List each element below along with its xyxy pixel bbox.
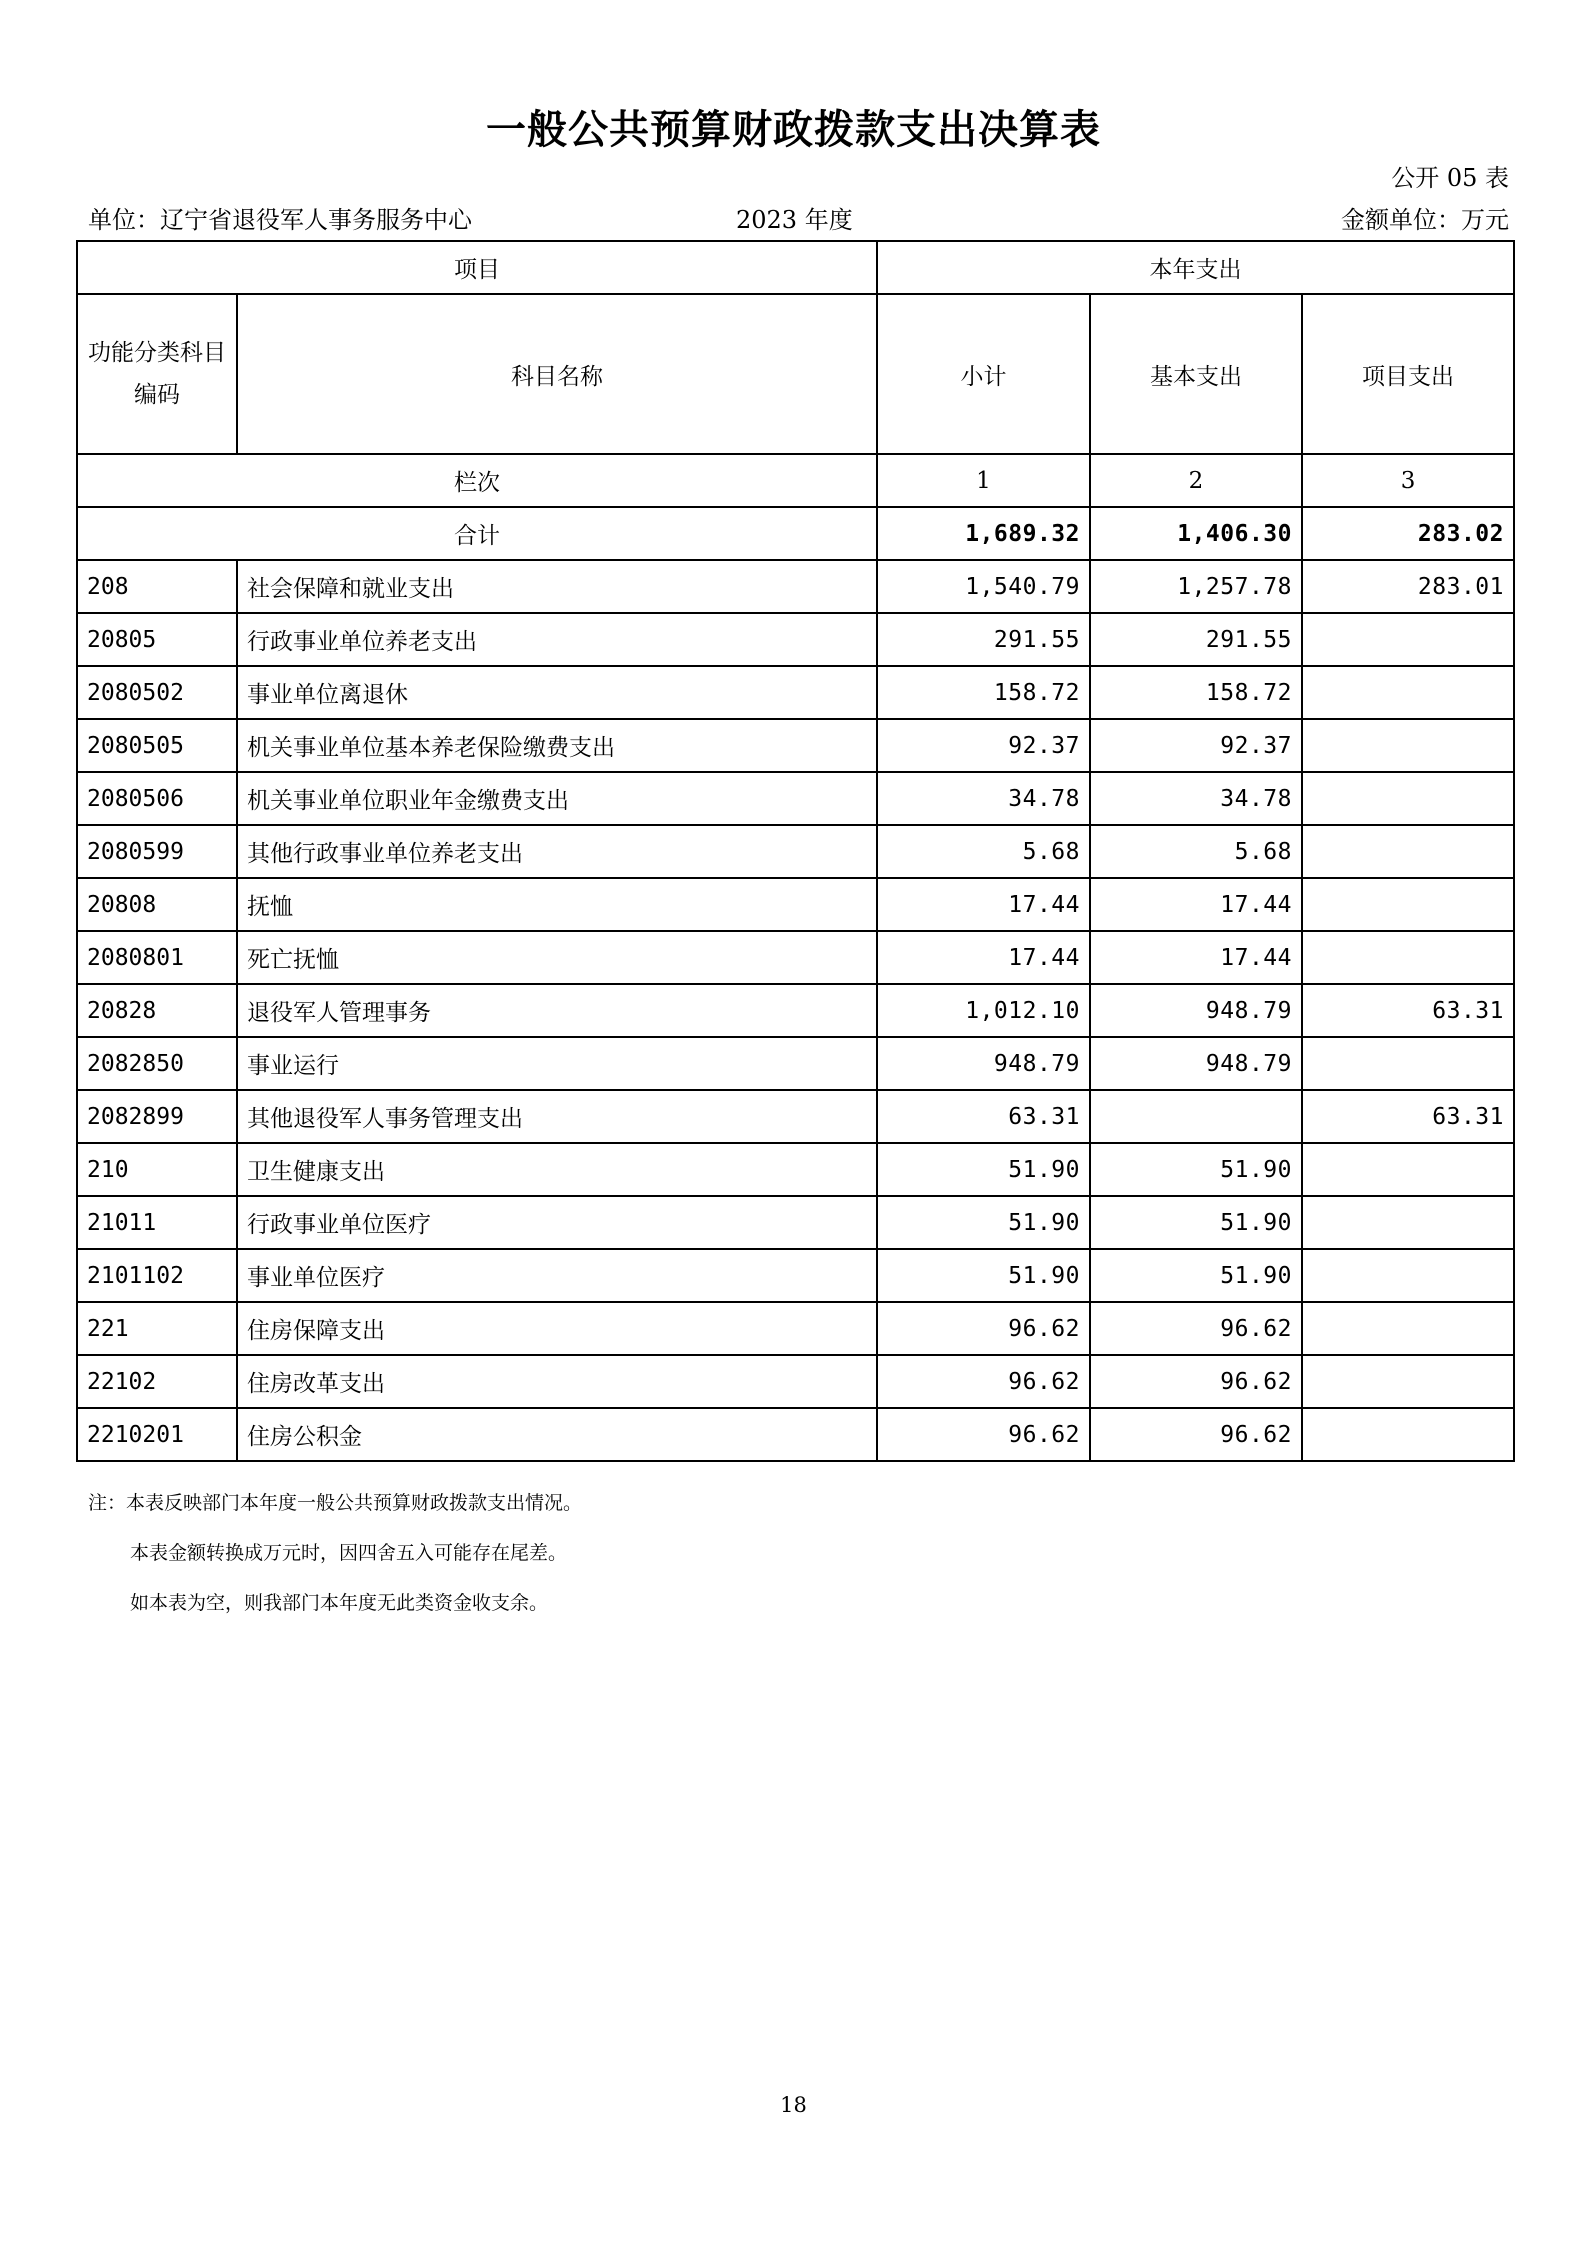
row-code: 221 [77,1302,237,1355]
index-1: 1 [877,454,1090,507]
table-row [77,772,1514,825]
row-basic: 92.37 [1090,719,1302,772]
row-project [1302,1249,1514,1302]
row-code: 20805 [77,613,237,666]
row-basic: 158.72 [1090,666,1302,719]
total-subtotal: 1,689.32 [877,507,1090,560]
total-label: 合计 [77,507,877,560]
row-basic: 96.62 [1090,1355,1302,1408]
row-subtotal: 291.55 [877,613,1090,666]
row-name: 事业单位离退休 [237,666,877,719]
row-project [1302,878,1514,931]
row-name: 机关事业单位基本养老保险缴费支出 [237,719,877,772]
index-row [77,454,1514,507]
index-2: 2 [1090,454,1302,507]
row-code: 208 [77,560,237,613]
row-subtotal: 158.72 [877,666,1090,719]
form-number: 公开 05 表 [1391,164,1509,192]
row-project [1302,1302,1514,1355]
table-row [77,1143,1514,1196]
row-name: 社会保障和就业支出 [237,560,877,613]
row-subtotal: 17.44 [877,931,1090,984]
row-name: 其他行政事业单位养老支出 [237,825,877,878]
row-subtotal: 51.90 [877,1196,1090,1249]
row-basic: 51.90 [1090,1249,1302,1302]
index-3: 3 [1302,454,1514,507]
row-project [1302,613,1514,666]
fiscal-year: 2023 年度 [736,206,853,234]
row-basic: 51.90 [1090,1143,1302,1196]
table-row [77,666,1514,719]
row-subtotal: 92.37 [877,719,1090,772]
table-row [77,984,1514,1037]
header-row-columns [77,294,1514,454]
row-code: 2080599 [77,825,237,878]
row-basic: 51.90 [1090,1196,1302,1249]
row-project [1302,772,1514,825]
row-project [1302,1355,1514,1408]
row-code: 22102 [77,1355,237,1408]
header-name: 科目名称 [237,294,877,454]
row-name: 死亡抚恤 [237,931,877,984]
row-basic: 948.79 [1090,1037,1302,1090]
header-code: 功能分类科目编码 [77,294,237,454]
row-subtotal: 5.68 [877,825,1090,878]
row-subtotal: 51.90 [877,1143,1090,1196]
row-code: 2080801 [77,931,237,984]
row-project: 63.31 [1302,1090,1514,1143]
reporting-unit: 单位：辽宁省退役军人事务服务中心 [88,206,472,234]
row-name: 行政事业单位养老支出 [237,613,877,666]
row-code: 21011 [77,1196,237,1249]
row-code: 2080505 [77,719,237,772]
row-code: 20828 [77,984,237,1037]
table-row [77,1037,1514,1090]
page-title: 一般公共预算财政拨款支出决算表 [486,107,1101,153]
total-row [77,507,1514,560]
row-name: 退役军人管理事务 [237,984,877,1037]
table-row [77,560,1514,613]
note-line: 注：本表反映部门本年度一般公共预算财政拨款支出情况。 [88,1492,583,1514]
row-project [1302,1196,1514,1249]
row-code: 20808 [77,878,237,931]
row-basic: 1,257.78 [1090,560,1302,613]
row-name: 卫生健康支出 [237,1143,877,1196]
header-subtotal: 小计 [877,294,1090,454]
amount-unit: 金额单位：万元 [1341,206,1509,234]
row-basic: 5.68 [1090,825,1302,878]
total-project: 283.02 [1302,507,1514,560]
table-row [77,1196,1514,1249]
row-basic: 948.79 [1090,984,1302,1037]
row-name: 住房公积金 [237,1408,877,1461]
table-row [77,1408,1514,1461]
row-subtotal: 1,012.10 [877,984,1090,1037]
row-basic: 17.44 [1090,878,1302,931]
table-row [77,719,1514,772]
table-row [77,931,1514,984]
row-project [1302,1037,1514,1090]
row-project [1302,931,1514,984]
row-code: 2082850 [77,1037,237,1090]
row-basic: 96.62 [1090,1302,1302,1355]
row-subtotal: 96.62 [877,1408,1090,1461]
notes [88,1478,582,1628]
row-subtotal: 63.31 [877,1090,1090,1143]
table-body [77,560,1514,1461]
total-basic: 1,406.30 [1090,507,1302,560]
row-subtotal: 34.78 [877,772,1090,825]
row-project [1302,666,1514,719]
budget-table [76,240,1515,1462]
row-subtotal: 96.62 [877,1302,1090,1355]
header-project-group: 项目 [77,241,877,294]
row-name: 其他退役军人事务管理支出 [237,1090,877,1143]
note-line: 本表金额转换成万元时，因四舍五入可能存在尾差。 [130,1542,568,1564]
row-project: 283.01 [1302,560,1514,613]
row-name: 抚恤 [237,878,877,931]
page-number: 18 [780,2093,807,2117]
row-subtotal: 948.79 [877,1037,1090,1090]
table-row [77,613,1514,666]
table-row [77,1090,1514,1143]
row-basic: 17.44 [1090,931,1302,984]
table-row [77,1302,1514,1355]
row-name: 机关事业单位职业年金缴费支出 [237,772,877,825]
index-label: 栏次 [77,454,877,507]
header-basic: 基本支出 [1090,294,1302,454]
row-project [1302,825,1514,878]
row-project: 63.31 [1302,984,1514,1037]
header-project: 项目支出 [1302,294,1514,454]
table-row [77,825,1514,878]
row-code: 2080502 [77,666,237,719]
row-code: 2210201 [77,1408,237,1461]
row-name: 住房改革支出 [237,1355,877,1408]
row-name: 事业运行 [237,1037,877,1090]
table-row [77,1355,1514,1408]
row-basic: 291.55 [1090,613,1302,666]
table-row [77,1249,1514,1302]
row-basic: 34.78 [1090,772,1302,825]
note-line: 如本表为空，则我部门本年度无此类资金收支余。 [130,1592,549,1614]
row-project [1302,1143,1514,1196]
row-subtotal: 51.90 [877,1249,1090,1302]
header-expense-group: 本年支出 [877,241,1514,294]
row-code: 2082899 [77,1090,237,1143]
row-subtotal: 17.44 [877,878,1090,931]
row-project [1302,719,1514,772]
row-subtotal: 1,540.79 [877,560,1090,613]
row-subtotal: 96.62 [877,1355,1090,1408]
row-name: 住房保障支出 [237,1302,877,1355]
row-project [1302,1408,1514,1461]
row-name: 事业单位医疗 [237,1249,877,1302]
row-name: 行政事业单位医疗 [237,1196,877,1249]
row-code: 210 [77,1143,237,1196]
header-row-group [77,241,1514,294]
row-code: 2080506 [77,772,237,825]
row-code: 2101102 [77,1249,237,1302]
table-row [77,878,1514,931]
row-basic [1090,1090,1302,1143]
row-basic: 96.62 [1090,1408,1302,1461]
